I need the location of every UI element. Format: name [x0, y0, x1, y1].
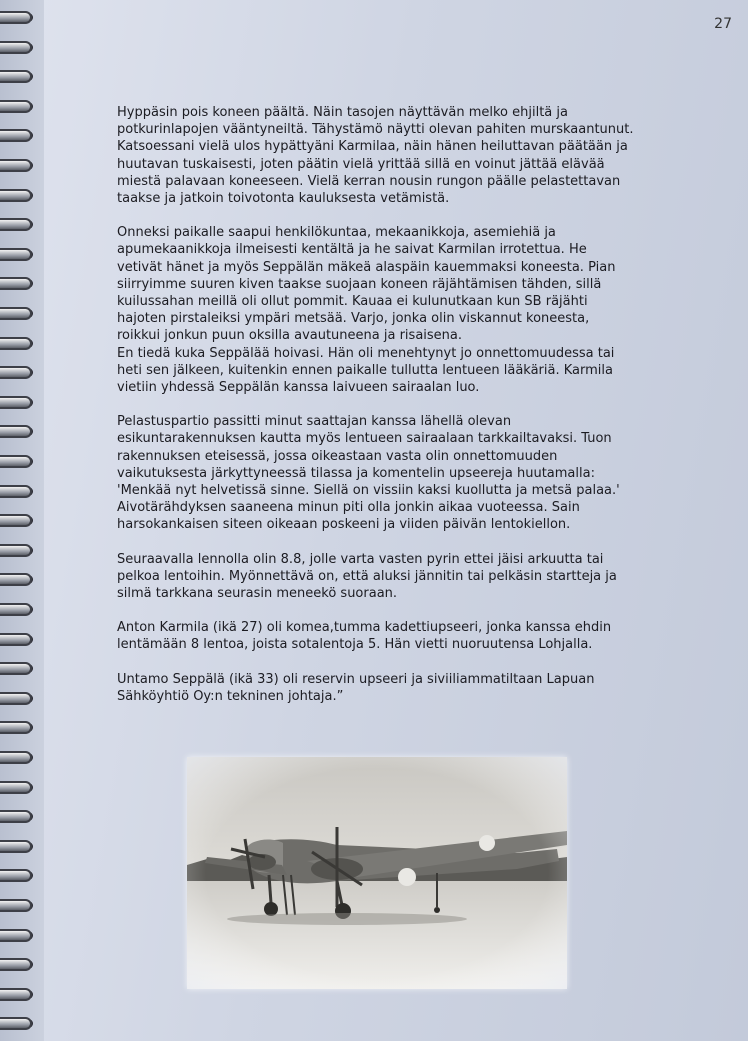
page-number: 27: [714, 16, 732, 32]
binding-ring: [0, 247, 40, 261]
binding-ring: [0, 868, 40, 882]
binding-ring: [0, 898, 40, 912]
paragraph-3: Pelastuspartio passitti minut saattajan kanssa lähellä olevan esikuntarakennuksen kautta myös lentueen sairaalaan tarkkailtavaksi. Tuon rakennuksen eteisessä, jossa oikeastaan vasta olin onnettomuuden vaikutuksesta järkyttyneessä tilassa ja komentelin upseereja huutamalla: 'Menkää nyt helvetissä sinne. Siellä on vissiin kaksi kuollutta ja metsä palaa.' Aivotärähdyksen saaneena minun piti olla jonkin aikaa vuoteessa. Sain harsokankaisen siteen oikeaan poskeeni ja viiden päivän lentokiellon.: [117, 414, 620, 533]
binding-ring: [0, 158, 40, 172]
binding-ring: [0, 928, 40, 942]
binding-ring: [0, 720, 40, 734]
paragraph-5: Anton Karmila (ikä 27) oli komea,tumma kadettiupseeri, jonka kanssa ehdin lentämään 8 lentoa, joista sotalentoja 5. Hän vietti nuoruutensa Lohjalla.: [117, 620, 612, 653]
binding-ring: [0, 750, 40, 764]
binding-ring: [0, 513, 40, 527]
airplane-illustration: [187, 757, 567, 989]
binding-ring: [0, 365, 40, 379]
binding-ring: [0, 454, 40, 468]
paragraph-6: Untamo Seppälä (ikä 33) oli reservin upseeri ja siviiliammatiltaan Lapuan Sähköyhtiö Oy:n tekninen johtaja.”: [117, 671, 595, 704]
binding-ring: [0, 10, 40, 24]
binding-ring: [0, 543, 40, 557]
binding-ring: [0, 987, 40, 1001]
binding-ring: [0, 128, 40, 142]
binding-ring: [0, 661, 40, 675]
binding-ring: [0, 809, 40, 823]
binding-ring: [0, 306, 40, 320]
binding-ring: [0, 40, 40, 54]
binding-ring: [0, 424, 40, 438]
binding-ring: [0, 395, 40, 409]
airplane-photo: [187, 757, 567, 989]
spiral-binding: [0, 0, 44, 1041]
binding-ring: [0, 188, 40, 202]
binding-ring: [0, 336, 40, 350]
paragraph-1: Hyppäsin pois koneen päältä. Näin tasojen näyttävän melko ehjiltä ja potkurinlapojen vääntyneiltä. Tähystämö näytti olevan pahiten murskaantunut. Katsoessani vielä ulos hypättyäni Karmilaa, näin hänen heiluttavan päätään ja huutavan tuskaisesti, joten päätin vielä yrittää sillä en voinut jättää elävää miestä palavaan koneeseen. Vielä kerran nousin rungon päälle pelastettavan taakse ja jatkoin toivotonta kauluksesta vetämistä.: [117, 105, 634, 207]
binding-ring: [0, 572, 40, 586]
binding-ring: [0, 1016, 40, 1030]
paragraph-2: Onneksi paikalle saapui henkilökuntaa, mekaanikkoja, asemiehiä ja apumekaanikkoja ilmeisesti kentältä ja he saivat Karmilan irrotettua. He vetivät hänet ja myös Seppälän mäkeä alaspäin kauemmaksi koneesta. Pian siirryimme suuren kiven taakse suojaan koneen räjähtämisen tähden, sillä kuilussahan meillä oli ollut pommit. Kauaa ei kulunutkaan kun SB räjähti hajoten pirstaleiksi ympäri metsää. Varjo, jonka olin viskannut koneesta, roikkui jonkun puun oksilla avautuneena ja risaisena. En tiedä kuka Seppälää hoivasi. Hän oli menehtynyt jo onnettomuudessa tai heti sen jälkeen, kuitenkin ennen paikalle tullutta lentueen lääkäriä. Karmila vietiin yhdessä Seppälän kanssa laivueen sairaalan luo.: [117, 225, 616, 396]
binding-ring: [0, 632, 40, 646]
paragraph-4: Seuraavalla lennolla olin 8.8, jolle varta vasten pyrin ettei jäisi arkuutta tai pelkoa lentoihin. Myönnettävä on, että aluksi jännitin tai pelkäsin startteja ja silmä tarkkana seurasin meneekö suoraan.: [117, 551, 617, 602]
binding-ring: [0, 484, 40, 498]
binding-ring: [0, 99, 40, 113]
binding-ring: [0, 217, 40, 231]
binding-ring: [0, 276, 40, 290]
binding-ring: [0, 839, 40, 853]
binding-ring: [0, 602, 40, 616]
binding-ring: [0, 691, 40, 705]
binding-ring: [0, 957, 40, 971]
binding-ring: [0, 69, 40, 83]
body-text: [117, 104, 677, 722]
binding-ring: [0, 780, 40, 794]
